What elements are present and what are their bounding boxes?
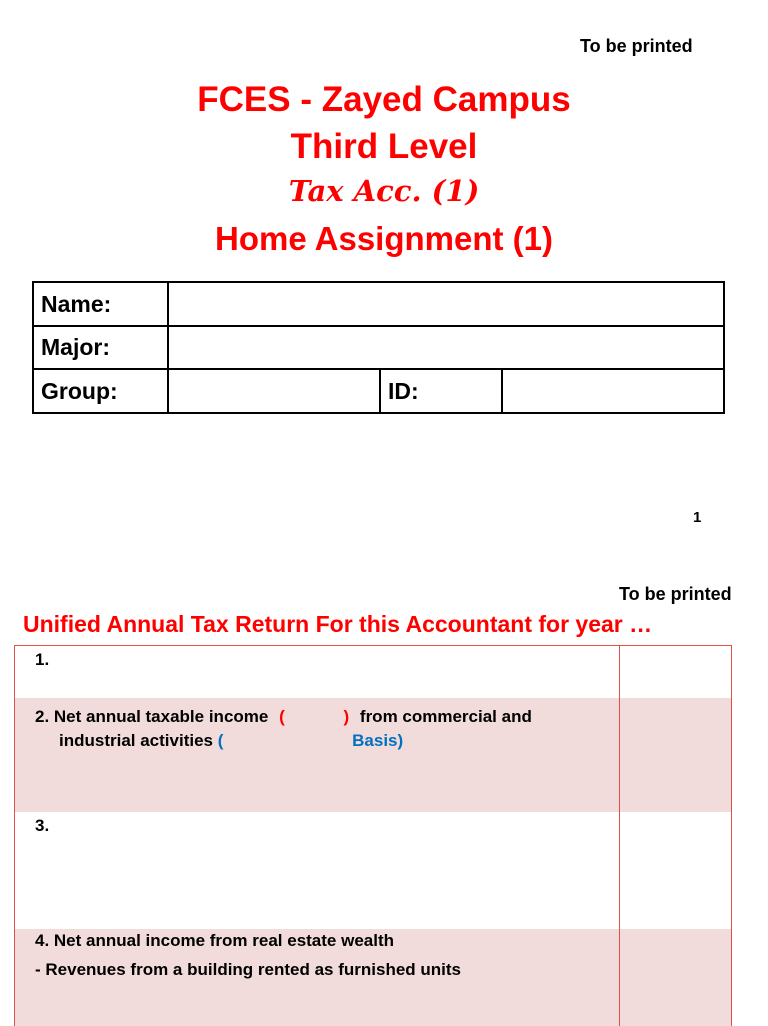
item-2-text-d: from commercial and <box>359 707 532 726</box>
return-heading: Unified Annual Tax Return For this Accountant for year … <box>23 611 653 637</box>
campus-title: FCES - Zayed Campus <box>197 80 571 119</box>
item-2-paren-close: ) <box>343 707 350 726</box>
group-field[interactable] <box>168 369 380 413</box>
item-2-line2 <box>59 731 403 751</box>
id-label: ID: <box>380 369 502 413</box>
tax-return-table <box>14 645 732 1026</box>
assignment-title: Home Assignment (1) <box>215 220 553 257</box>
item-3-row <box>15 812 731 929</box>
page-number: 1 <box>693 509 702 526</box>
item-4-sub: - Revenues from a building rented as furnished units <box>35 960 462 979</box>
course-title: Tax Acc. (1) <box>288 174 480 208</box>
name-label: Name: <box>33 282 168 326</box>
item-2-basis: Basis) <box>352 731 404 750</box>
item-4-row <box>15 929 731 1026</box>
major-label: Major: <box>33 326 168 369</box>
item-2-basis-open: ( <box>217 731 224 750</box>
name-field[interactable] <box>168 282 724 326</box>
item-2-paren-open: ( <box>279 707 285 726</box>
item-1-row <box>15 646 731 698</box>
to-be-printed-label-2: To be printed <box>619 584 732 604</box>
major-field[interactable] <box>168 326 724 369</box>
item-2-text-a: 2. Net annual taxable income <box>35 707 269 726</box>
column-divider <box>619 646 620 1026</box>
student-info-table <box>32 281 725 414</box>
to-be-printed-label: To be printed <box>580 36 693 56</box>
item-2-row <box>15 698 731 812</box>
level-title: Third Level <box>290 127 478 166</box>
item-4-title: 4. Net annual income from real estate wealth <box>35 931 395 950</box>
id-field[interactable] <box>502 369 724 413</box>
item-3-number: 3. <box>35 816 50 835</box>
item-2-line1 <box>35 707 532 727</box>
group-label: Group: <box>33 369 168 413</box>
item-2-text-e: industrial activities <box>59 731 213 750</box>
item-1-number: 1. <box>35 650 50 669</box>
